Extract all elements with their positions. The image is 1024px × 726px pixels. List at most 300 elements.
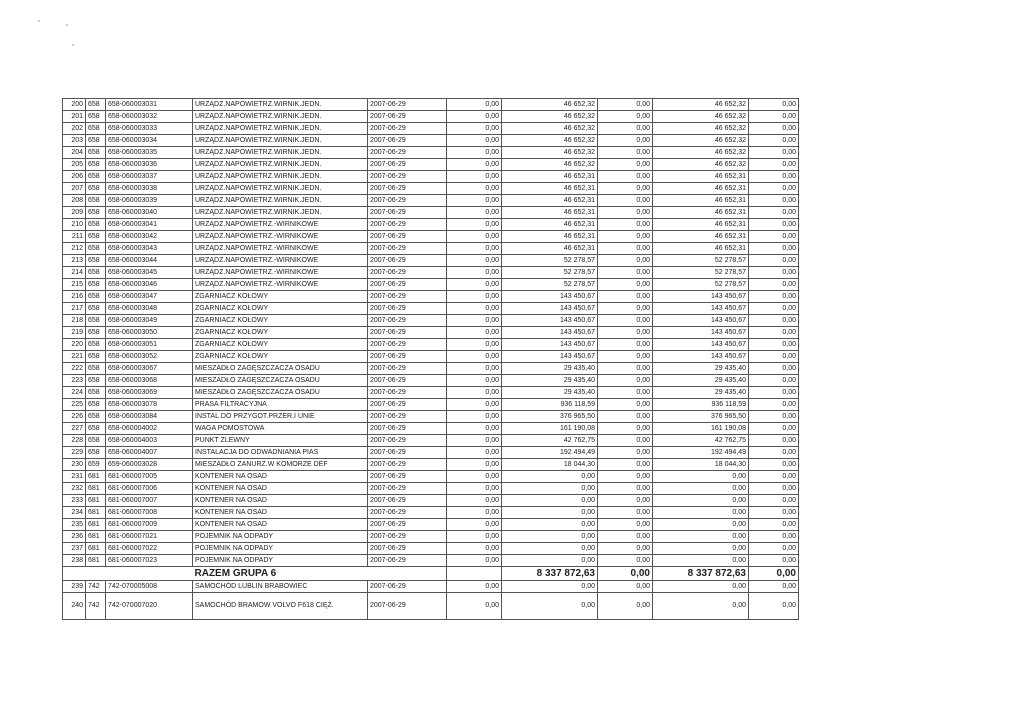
table-cell: 0,00 (447, 447, 502, 459)
table-cell: 46 652,32 (653, 135, 749, 147)
table-cell: 2007-06-29 (368, 593, 447, 620)
table-row (63, 327, 799, 339)
table-cell: 0,00 (749, 291, 799, 303)
table-cell: 161 190,08 (653, 423, 749, 435)
table-row (63, 351, 799, 363)
table-cell: 658-060003040 (106, 207, 193, 219)
table-cell: URZĄDZ.NAPOWIETRZ.WIRNIK.JEDN. (193, 135, 368, 147)
table-cell: KONTENER NA OSAD (193, 519, 368, 531)
table-cell: 681-060007006 (106, 483, 193, 495)
table-cell: 2007-06-29 (368, 483, 447, 495)
table-cell: 2007-06-29 (368, 339, 447, 351)
table-cell: 227 (63, 423, 86, 435)
table-row (63, 519, 799, 531)
table-cell: 0,00 (502, 543, 598, 555)
table-cell: 0,00 (749, 219, 799, 231)
table-cell: 0,00 (749, 111, 799, 123)
table-cell: 0,00 (502, 555, 598, 567)
table-cell: 658 (86, 291, 106, 303)
table-cell: 46 652,31 (653, 207, 749, 219)
table-cell: 0,00 (447, 315, 502, 327)
table-row (63, 447, 799, 459)
table-cell: 658 (86, 423, 106, 435)
table-row (63, 111, 799, 123)
table-cell: 0,00 (653, 507, 749, 519)
table-cell: 658 (86, 339, 106, 351)
table-cell: 46 652,32 (653, 111, 749, 123)
table-cell: 46 652,32 (653, 99, 749, 111)
table-cell: PRASA FILTRACYJNA (193, 399, 368, 411)
table-cell: 29 435,40 (502, 375, 598, 387)
table-cell: INSTALACJA DO ODWADNIANIA PIAS (193, 447, 368, 459)
table-cell: 0,00 (749, 123, 799, 135)
table-row (63, 531, 799, 543)
table-cell: 0,00 (749, 581, 799, 593)
table-cell: 658-060003041 (106, 219, 193, 231)
table-cell: URZĄDZ.NAPOWIETRZ.-WIRNIKOWE (193, 255, 368, 267)
table-cell: 681 (86, 483, 106, 495)
table-cell: 681 (86, 555, 106, 567)
total-blank (86, 567, 106, 581)
table-cell: URZĄDZ.NAPOWIETRZ.WIRNIK.JEDN. (193, 195, 368, 207)
table-cell: 658-060003052 (106, 351, 193, 363)
table-cell: 214 (63, 267, 86, 279)
table-cell: 0,00 (447, 435, 502, 447)
table-cell: 2007-06-29 (368, 375, 447, 387)
table-cell: 658-060003034 (106, 135, 193, 147)
table-cell: 0,00 (749, 507, 799, 519)
table-row (63, 483, 799, 495)
table-cell: 0,00 (447, 135, 502, 147)
table-row (63, 581, 799, 593)
table-cell: 222 (63, 363, 86, 375)
table-cell: 658-060003084 (106, 411, 193, 423)
table-cell: 0,00 (447, 171, 502, 183)
table-cell: ZGARNIACZ KOŁOWY (193, 315, 368, 327)
table-cell: 2007-06-29 (368, 99, 447, 111)
total-blank (106, 567, 193, 581)
table-cell: MIESZADŁO ZAGĘSZCZACZA OSADU (193, 375, 368, 387)
table-cell: 208 (63, 195, 86, 207)
table-cell: 0,00 (447, 123, 502, 135)
table-cell: ZGARNIACZ KOŁOWY (193, 303, 368, 315)
table-cell: 2007-06-29 (368, 555, 447, 567)
table-row (63, 375, 799, 387)
table-cell: 2007-06-29 (368, 207, 447, 219)
table-cell: 0,00 (749, 423, 799, 435)
table-cell: 0,00 (598, 195, 653, 207)
table-cell: 0,00 (447, 219, 502, 231)
table-cell: 0,00 (447, 363, 502, 375)
table-cell: 207 (63, 183, 86, 195)
table-cell: 2007-06-29 (368, 147, 447, 159)
table-cell: 0,00 (749, 243, 799, 255)
table-cell: 0,00 (447, 231, 502, 243)
table-cell: 658-060003039 (106, 195, 193, 207)
table-cell: 0,00 (598, 459, 653, 471)
table-cell: 217 (63, 303, 86, 315)
table-cell: 2007-06-29 (368, 435, 447, 447)
table-cell: 658 (86, 159, 106, 171)
table-cell: 223 (63, 375, 86, 387)
table-cell: 658-060004003 (106, 435, 193, 447)
table-cell: 2007-06-29 (368, 219, 447, 231)
table-cell: URZĄDZ.NAPOWIETRZ.WIRNIK.JEDN. (193, 147, 368, 159)
scan-speck (66, 24, 68, 26)
table-cell: 2007-06-29 (368, 399, 447, 411)
group-total-label: RAZEM GRUPA 6 (193, 567, 368, 581)
table-cell: 46 652,32 (653, 123, 749, 135)
table-row (63, 219, 799, 231)
table-cell: 2007-06-29 (368, 195, 447, 207)
table-cell: 658-060003050 (106, 327, 193, 339)
table-row (63, 555, 799, 567)
table-cell: 143 450,67 (653, 327, 749, 339)
table-cell: 0,00 (447, 387, 502, 399)
table-cell: URZĄDZ.NAPOWIETRZ.-WIRNIKOWE (193, 231, 368, 243)
table-cell: 2007-06-29 (368, 291, 447, 303)
table-cell: KONTENER NA OSAD (193, 471, 368, 483)
table-cell: 209 (63, 207, 86, 219)
table-cell: 658-060003037 (106, 171, 193, 183)
table-cell: 658-060003068 (106, 375, 193, 387)
table-cell: 230 (63, 459, 86, 471)
table-cell: 0,00 (598, 387, 653, 399)
table-cell: 0,00 (749, 593, 799, 620)
table-cell: 658 (86, 219, 106, 231)
table-cell: 0,00 (447, 243, 502, 255)
table-cell: 0,00 (749, 531, 799, 543)
table-row (63, 291, 799, 303)
table-cell: 228 (63, 435, 86, 447)
table-row (63, 507, 799, 519)
table-cell: 0,00 (598, 531, 653, 543)
table-cell: 2007-06-29 (368, 135, 447, 147)
table-cell: URZĄDZ.NAPOWIETRZ.-WIRNIKOWE (193, 219, 368, 231)
table-cell: URZĄDZ.NAPOWIETRZ.-WIRNIKOWE (193, 267, 368, 279)
table-cell: 658 (86, 207, 106, 219)
asset-rows-after (63, 581, 799, 620)
table-cell: 2007-06-29 (368, 387, 447, 399)
table-cell: 216 (63, 291, 86, 303)
table-cell: 0,00 (598, 555, 653, 567)
table-cell: 0,00 (447, 147, 502, 159)
total-blank (368, 567, 447, 581)
table-row (63, 435, 799, 447)
table-cell: 2007-06-29 (368, 327, 447, 339)
table-cell: 52 278,57 (502, 267, 598, 279)
table-row (63, 99, 799, 111)
table-cell: 42 762,75 (653, 435, 749, 447)
table-cell: 0,00 (749, 483, 799, 495)
table-cell: 0,00 (749, 471, 799, 483)
table-row (63, 159, 799, 171)
table-row (63, 183, 799, 195)
table-cell: 658-060003043 (106, 243, 193, 255)
table-cell: 0,00 (749, 135, 799, 147)
table-cell: KONTENER NA OSAD (193, 495, 368, 507)
scan-speck (38, 20, 40, 22)
table-cell: 0,00 (749, 159, 799, 171)
table-cell: 2007-06-29 (368, 111, 447, 123)
table-cell: 658-060003036 (106, 159, 193, 171)
table-cell: 210 (63, 219, 86, 231)
table-cell: 0,00 (598, 447, 653, 459)
total-blank (447, 567, 502, 581)
table-cell: 143 450,67 (653, 351, 749, 363)
table-cell: 46 652,32 (653, 159, 749, 171)
table-cell: 658 (86, 267, 106, 279)
table-cell: 202 (63, 123, 86, 135)
table-cell: 0,00 (447, 459, 502, 471)
table-cell: 936 118,59 (653, 399, 749, 411)
table-cell: 143 450,67 (502, 315, 598, 327)
table-cell: 0,00 (447, 291, 502, 303)
table-row (63, 387, 799, 399)
table-cell: 0,00 (749, 339, 799, 351)
table-cell: 658-060003047 (106, 291, 193, 303)
table-cell: 0,00 (502, 495, 598, 507)
table-cell: ZGARNIACZ KOŁOWY (193, 327, 368, 339)
table-cell: 658-060003032 (106, 111, 193, 123)
table-cell: 658-060003069 (106, 387, 193, 399)
table-cell: 681 (86, 519, 106, 531)
table-cell: 46 652,31 (653, 231, 749, 243)
table-cell: 46 652,32 (502, 123, 598, 135)
table-cell: 0,00 (749, 267, 799, 279)
table-cell: 681 (86, 543, 106, 555)
table-cell: 0,00 (749, 195, 799, 207)
table-cell: 46 652,31 (502, 207, 598, 219)
table-cell: 0,00 (447, 471, 502, 483)
table-cell: 0,00 (502, 581, 598, 593)
table-cell: 2007-06-29 (368, 447, 447, 459)
table-cell: 0,00 (598, 135, 653, 147)
table-cell: KONTENER NA OSAD (193, 507, 368, 519)
table-cell: 681-060007009 (106, 519, 193, 531)
table-row (63, 135, 799, 147)
table-cell: 658-060004007 (106, 447, 193, 459)
table-cell: 0,00 (653, 531, 749, 543)
table-cell: 681-060007007 (106, 495, 193, 507)
table-cell: 658-060003049 (106, 315, 193, 327)
table-cell: 0,00 (598, 581, 653, 593)
table-cell: 2007-06-29 (368, 159, 447, 171)
table-cell: 0,00 (749, 255, 799, 267)
table-cell: 215 (63, 279, 86, 291)
table-cell: 0,00 (749, 459, 799, 471)
table-row (63, 459, 799, 471)
table-cell: 143 450,67 (653, 303, 749, 315)
table-cell: POJEMNIK NA ODPADY (193, 543, 368, 555)
table-cell: 0,00 (447, 279, 502, 291)
table-cell: 0,00 (749, 147, 799, 159)
table-cell: 0,00 (749, 363, 799, 375)
table-cell: 0,00 (598, 593, 653, 620)
table-cell: 0,00 (749, 315, 799, 327)
table-cell: 2007-06-29 (368, 581, 447, 593)
total-value: 0,00 (749, 567, 799, 581)
table-cell: 206 (63, 171, 86, 183)
table-row (63, 147, 799, 159)
table-cell: 0,00 (447, 255, 502, 267)
table-cell: 161 190,08 (502, 423, 598, 435)
table-cell: 742-070005008 (106, 581, 193, 593)
table-cell: 0,00 (598, 315, 653, 327)
table-cell: 0,00 (598, 507, 653, 519)
table-cell: 201 (63, 111, 86, 123)
table-cell: 240 (63, 593, 86, 620)
table-cell: 46 652,31 (653, 171, 749, 183)
table-cell: INSTAL.DO PRZYGOT.PRZER.I UNIE (193, 411, 368, 423)
table-cell: 52 278,57 (653, 267, 749, 279)
table-cell: 376 965,50 (502, 411, 598, 423)
table-cell: 2007-06-29 (368, 267, 447, 279)
table-cell: 143 450,67 (502, 351, 598, 363)
table-cell: 0,00 (749, 99, 799, 111)
total-value: 8 337 872,63 (502, 567, 598, 581)
table-cell: 0,00 (447, 327, 502, 339)
table-cell: 46 652,31 (502, 195, 598, 207)
table-cell: 658 (86, 255, 106, 267)
table-cell: URZĄDZ.NAPOWIETRZ.WIRNIK.JEDN. (193, 123, 368, 135)
table-cell: 200 (63, 99, 86, 111)
table-cell: 0,00 (653, 471, 749, 483)
table-cell: 936 118,59 (502, 399, 598, 411)
table-cell: URZĄDZ.NAPOWIETRZ.WIRNIK.JEDN. (193, 159, 368, 171)
table-cell: 0,00 (598, 435, 653, 447)
table-cell: 0,00 (447, 111, 502, 123)
table-cell: ZGARNIACZ KOŁOWY (193, 351, 368, 363)
table-cell: 658 (86, 351, 106, 363)
table-cell: 0,00 (598, 363, 653, 375)
table-row (63, 279, 799, 291)
table-cell: 204 (63, 147, 86, 159)
table-cell: 658 (86, 327, 106, 339)
table-cell: 29 435,40 (502, 363, 598, 375)
table-cell: 211 (63, 231, 86, 243)
table-row (63, 267, 799, 279)
table-cell: 681-060007022 (106, 543, 193, 555)
table-cell: 46 652,32 (502, 159, 598, 171)
table-row (63, 471, 799, 483)
total-section (63, 567, 799, 581)
table-cell: 2007-06-29 (368, 363, 447, 375)
table-cell: 2007-06-29 (368, 411, 447, 423)
table-cell: 0,00 (502, 471, 598, 483)
table-cell: SAMOCHÓD LUBLIN BRABOWIEC (193, 581, 368, 593)
asset-register-sheet (62, 98, 798, 620)
table-cell: 2007-06-29 (368, 423, 447, 435)
table-cell: 0,00 (653, 555, 749, 567)
table-cell: 233 (63, 495, 86, 507)
table-row (63, 593, 799, 620)
table-cell: 220 (63, 339, 86, 351)
table-cell: 658 (86, 147, 106, 159)
table-cell: WAGA POMOSTOWA (193, 423, 368, 435)
table-cell: 658-060003045 (106, 267, 193, 279)
table-cell: 658-060003048 (106, 303, 193, 315)
table-cell: KONTENER NA OSAD (193, 483, 368, 495)
table-cell: 232 (63, 483, 86, 495)
table-cell: 2007-06-29 (368, 351, 447, 363)
table-cell: 0,00 (447, 555, 502, 567)
table-cell: 0,00 (447, 351, 502, 363)
table-cell: 46 652,32 (502, 111, 598, 123)
group-total-row (63, 567, 799, 581)
table-cell: 658-060003078 (106, 399, 193, 411)
total-value: 8 337 872,63 (653, 567, 749, 581)
table-row (63, 495, 799, 507)
table-cell: 658 (86, 231, 106, 243)
table-cell: 0,00 (749, 327, 799, 339)
table-cell: 658 (86, 303, 106, 315)
table-cell: 0,00 (447, 303, 502, 315)
table-cell: 0,00 (749, 351, 799, 363)
table-cell: 237 (63, 543, 86, 555)
table-cell: 0,00 (447, 411, 502, 423)
table-cell: 658 (86, 171, 106, 183)
table-cell: 681-060007021 (106, 531, 193, 543)
table-cell: 0,00 (749, 387, 799, 399)
table-cell: 0,00 (502, 593, 598, 620)
table-cell: 659-060003028 (106, 459, 193, 471)
asset-rows (63, 99, 799, 567)
table-cell: 221 (63, 351, 86, 363)
table-cell: 18 044,30 (653, 459, 749, 471)
table-cell: 46 652,31 (653, 183, 749, 195)
table-cell: 0,00 (447, 543, 502, 555)
table-cell: 2007-06-29 (368, 543, 447, 555)
table-cell: 681 (86, 507, 106, 519)
table-cell: 46 652,31 (653, 195, 749, 207)
table-cell: 658-060003051 (106, 339, 193, 351)
table-cell: 225 (63, 399, 86, 411)
table-cell: 0,00 (653, 543, 749, 555)
table-cell: POJEMNIK NA ODPADY (193, 555, 368, 567)
table-row (63, 423, 799, 435)
table-cell: 0,00 (447, 399, 502, 411)
table-cell: 0,00 (598, 471, 653, 483)
table-cell: 2007-06-29 (368, 123, 447, 135)
table-cell: 0,00 (598, 411, 653, 423)
table-cell: 2007-06-29 (368, 531, 447, 543)
table-cell: 46 652,31 (653, 219, 749, 231)
table-cell: 0,00 (653, 519, 749, 531)
table-cell: 0,00 (502, 519, 598, 531)
table-cell: 0,00 (598, 183, 653, 195)
table-cell: 143 450,67 (502, 327, 598, 339)
table-cell: 236 (63, 531, 86, 543)
table-cell: 0,00 (598, 339, 653, 351)
table-cell: 658 (86, 315, 106, 327)
table-cell: 0,00 (749, 231, 799, 243)
table-cell: 0,00 (447, 423, 502, 435)
table-cell: 658 (86, 183, 106, 195)
table-cell: URZĄDZ.NAPOWIETRZ.-WIRNIKOWE (193, 279, 368, 291)
table-cell: 212 (63, 243, 86, 255)
table-row (63, 123, 799, 135)
table-cell: 0,00 (749, 207, 799, 219)
table-cell: 46 652,32 (502, 135, 598, 147)
table-cell: 0,00 (598, 327, 653, 339)
table-cell: 0,00 (447, 593, 502, 620)
table-cell: 46 652,32 (502, 147, 598, 159)
table-cell: 42 762,75 (502, 435, 598, 447)
table-cell: 658 (86, 123, 106, 135)
table-cell: 205 (63, 159, 86, 171)
table-cell: 0,00 (598, 111, 653, 123)
